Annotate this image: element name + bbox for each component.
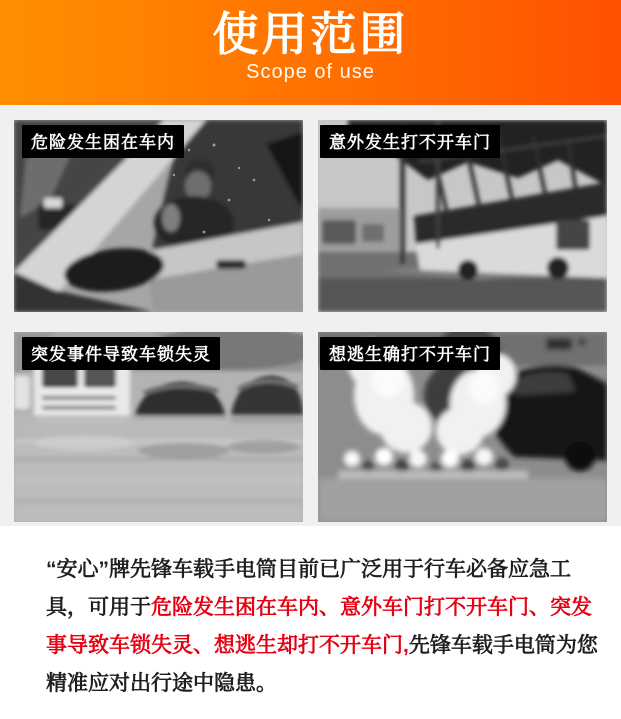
caption-trapped-in-car: 危险发生困在车内 <box>22 125 184 158</box>
paragraph-line <box>46 551 593 589</box>
paragraph-line <box>46 665 593 703</box>
paragraph-text-segment: 先锋车载手电筒为您 <box>408 634 598 657</box>
photo-grid <box>0 105 621 526</box>
description-section <box>0 526 621 703</box>
paragraph-line <box>46 589 593 627</box>
header-banner <box>0 0 621 105</box>
paragraph-line <box>46 627 598 665</box>
page-title: 使用范围 <box>212 8 409 60</box>
photo-flooded-cars <box>14 332 303 522</box>
paragraph-highlight-segment: 危险发生困在车内、意外车门打不开车门、突发 <box>151 596 592 619</box>
photo-burning-car <box>318 332 607 522</box>
paragraph-text-segment: 具，可用于 <box>46 596 151 619</box>
paragraph-text-segment: 精准应对出行途中隐患。 <box>46 672 277 695</box>
caption-burned-bus: 意外发生打不开车门 <box>320 125 500 158</box>
caption-lock-failure: 突发事件导致车锁失灵 <box>22 337 220 370</box>
page-subtitle: Scope of use <box>246 61 375 83</box>
paragraph-highlight-segment: 事导致车锁失灵、想逃生却打不开车门, <box>46 634 409 657</box>
photo-trapped-in-car <box>14 120 303 312</box>
paragraph-text-segment: “安心”牌先锋车载手电筒目前已广泛用于行车必备应急工 <box>46 558 571 581</box>
photo-burned-bus <box>318 120 607 312</box>
caption-cannot-escape: 想逃生确打不开车门 <box>320 337 500 370</box>
